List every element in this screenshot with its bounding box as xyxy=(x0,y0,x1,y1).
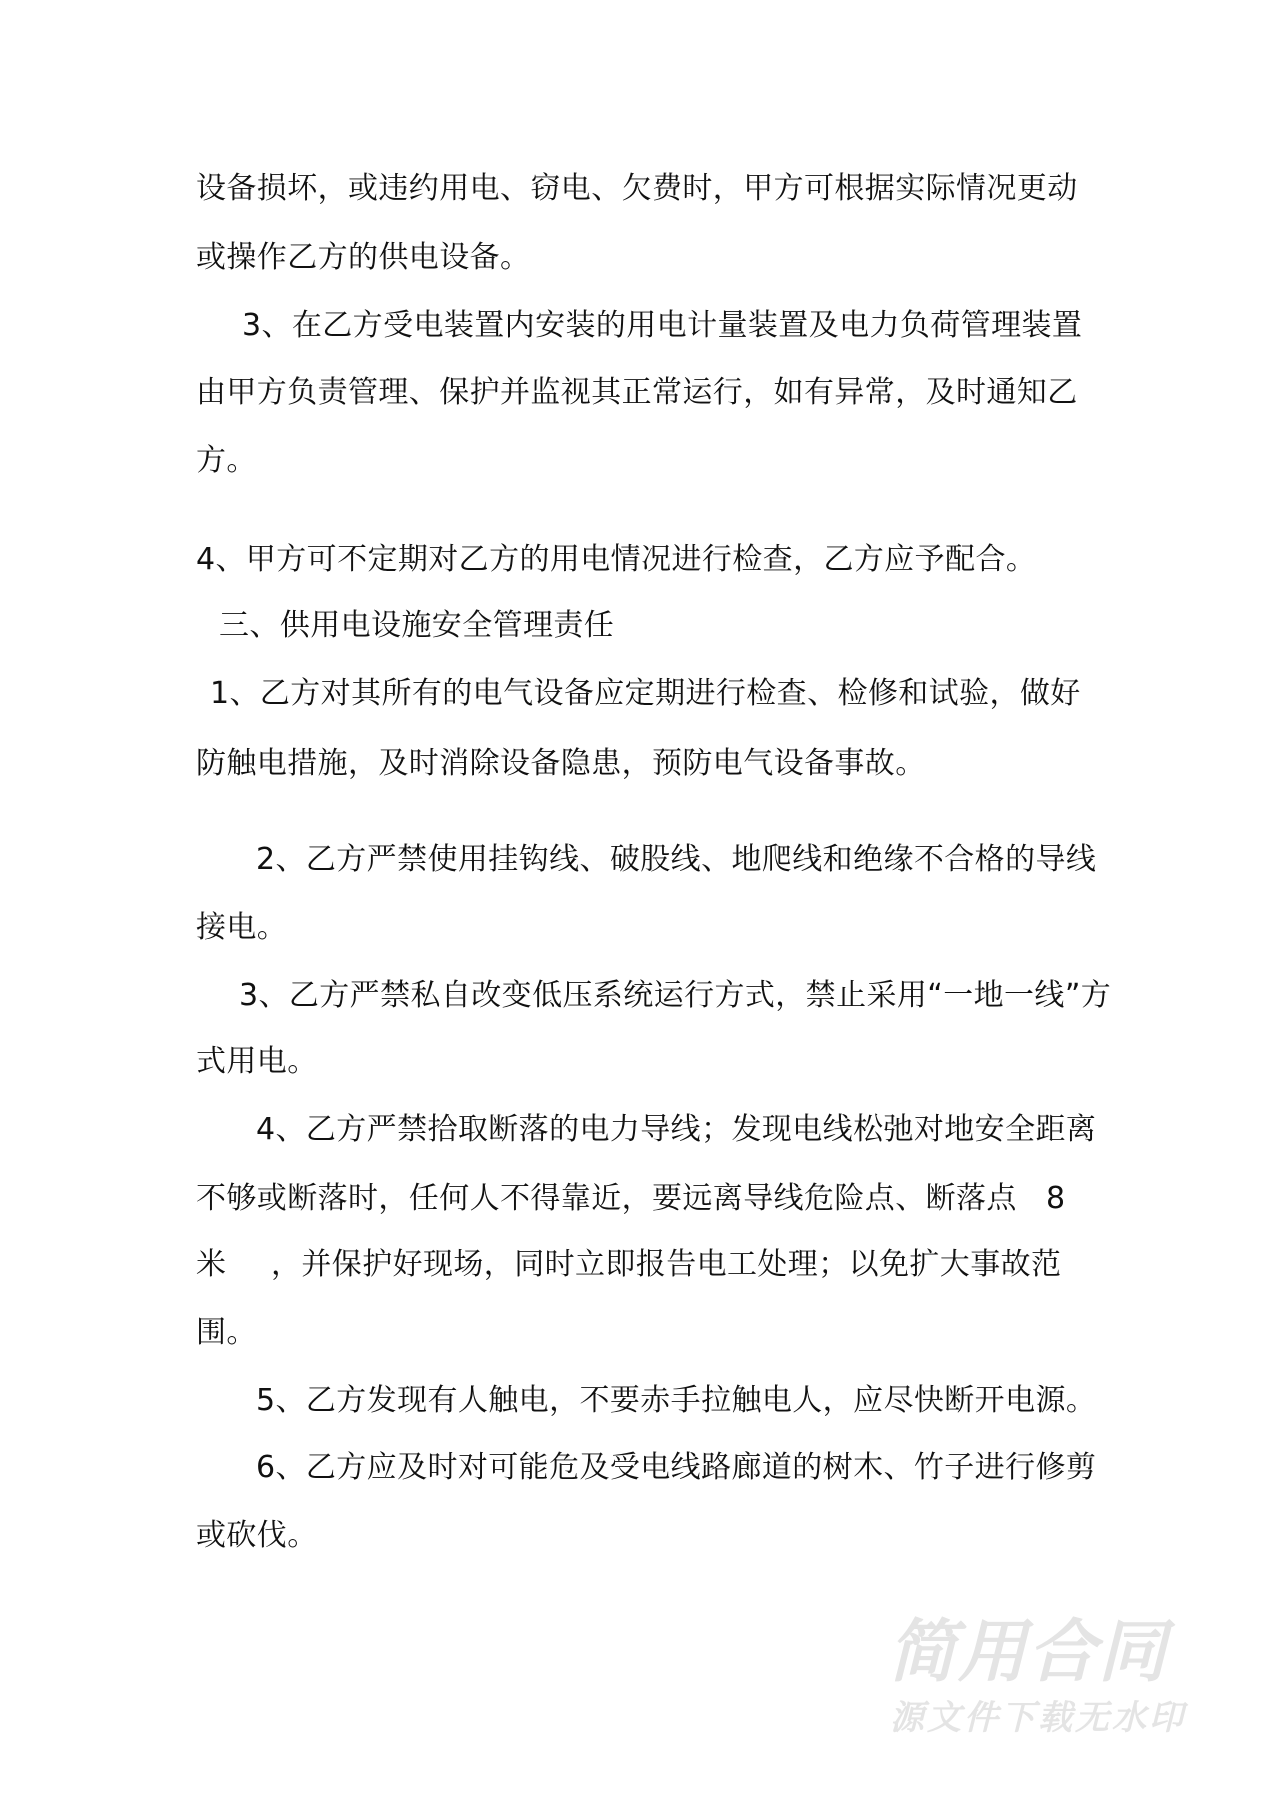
paragraph-line: 3、在乙方受电装置内安装的用电计量装置及电力负荷管理装置 xyxy=(242,308,1083,343)
paragraph-line: 或砍伐。 xyxy=(196,1518,318,1553)
paragraph-line: 由甲方负责管理、保护并监视其正常运行，如有异常，及时通知乙 xyxy=(196,375,1078,410)
paragraph-line: 围。 xyxy=(196,1315,257,1350)
paragraph-line: 6、乙方应及时对可能危及受电线路廊道的树木、竹子进行修剪 xyxy=(256,1450,1097,1485)
paragraph-line: 4、乙方严禁拾取断落的电力导线；发现电线松弛对地安全距离 xyxy=(256,1112,1097,1147)
watermark-logo: 简用合同 xyxy=(888,1613,1169,1692)
paragraph-line: 不够或断落时，任何人不得靠近，要远离导线危险点、断落点 xyxy=(196,1181,1017,1216)
section-heading: 三、供用电设施安全管理责任 xyxy=(219,608,615,643)
paragraph-line: 5、乙方发现有人触电，不要赤手拉触电人，应尽快断开电源。 xyxy=(256,1383,1097,1418)
paragraph-line: 防触电措施，及时消除设备隐患，预防电气设备事故。 xyxy=(196,746,926,781)
paragraph-line: 米 xyxy=(196,1247,227,1282)
paragraph-line: 或操作乙方的供电设备。 xyxy=(196,240,531,275)
paragraph-line: 4、甲方可不定期对乙方的用电情况进行检查，乙方应予配合。 xyxy=(196,542,1037,577)
paragraph-line: 方。 xyxy=(196,443,257,478)
paragraph-line: 接电。 xyxy=(196,910,288,945)
paragraph-line: 1、乙方对其所有的电气设备应定期进行检查、检修和试验，做好 xyxy=(210,676,1081,711)
paragraph-line: 设备损坏，或违约用电、窃电、欠费时，甲方可根据实际情况更动 xyxy=(196,171,1078,206)
paragraph-line: 3、乙方严禁私自改变低压系统运行方式，禁止采用“一地一线”方 xyxy=(239,978,1112,1013)
paragraph-line: 2、乙方严禁使用挂钩线、破股线、地爬线和绝缘不合格的导线 xyxy=(256,842,1097,877)
paragraph-line: ，并保护好现场，同时立即报告电工处理；以免扩大事故范 xyxy=(271,1247,1062,1282)
watermark-subtitle: 源文件下载无水印 xyxy=(890,1698,1186,1738)
paragraph-line-number: 8 xyxy=(1046,1181,1066,1216)
paragraph-line: 式用电。 xyxy=(196,1044,318,1079)
